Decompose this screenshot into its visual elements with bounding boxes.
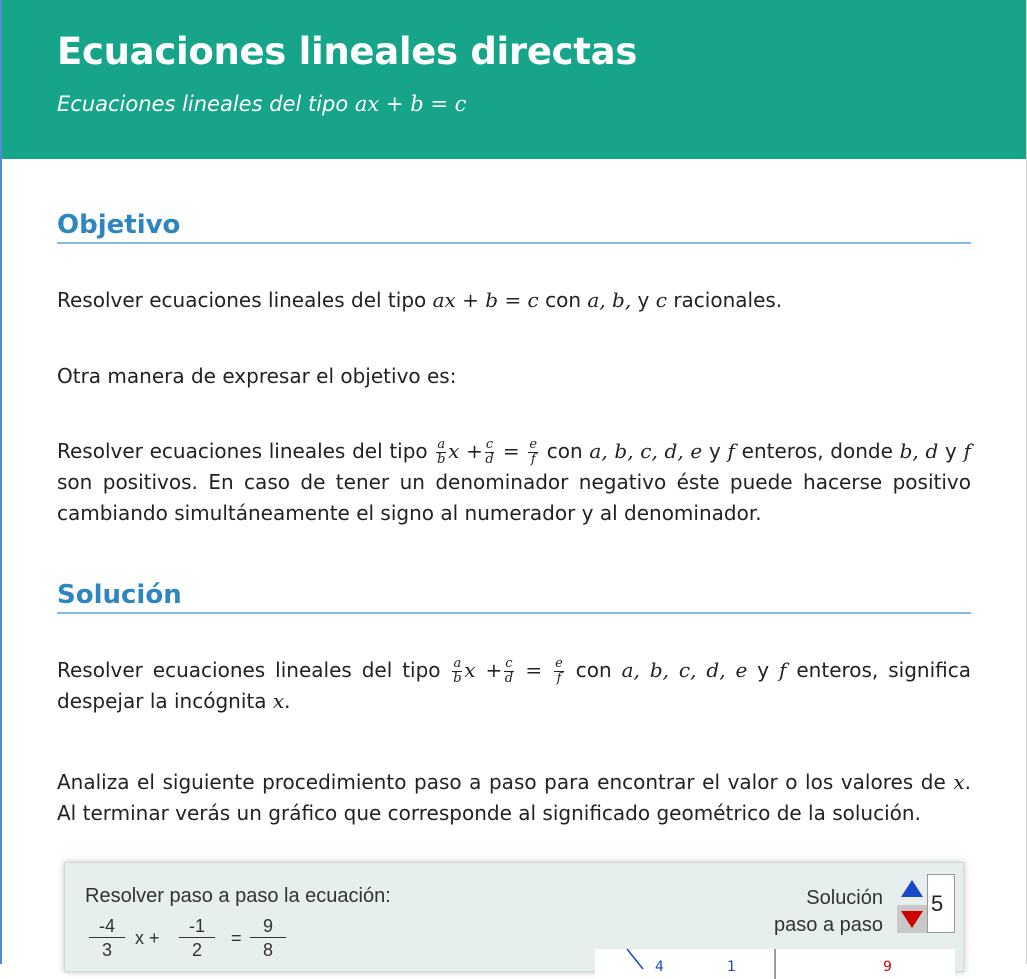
graph-label: 1 — [727, 959, 736, 975]
text: y — [631, 288, 656, 312]
denominator: 8 — [262, 940, 273, 960]
formula-vars: a, b, c, d, e — [589, 439, 703, 463]
formula-vars: a, b, c, d, e — [621, 658, 748, 682]
triangle-down-icon — [901, 911, 923, 928]
text: y — [702, 439, 728, 463]
objetivo-paragraph-3: Resolver ecuaciones lineales del tipo $\frac{a}{b}$ x + $\frac{c}{d}$ = $\frac{e}{f}$ con a, b, c, d, e y f enteros, donde b, d y f son positivos. En caso de tener un denominador negativo éste puede hacerse positivo cambiando simultáneamente el signo al numerador y al denominador. — [57, 437, 971, 525]
equation-x-plus: x + — [135, 928, 160, 948]
graph-label: 4 — [655, 959, 664, 975]
formula-vars: b, d — [899, 439, 939, 463]
solution-label — [774, 885, 883, 939]
solution-label-line2: paso a paso — [774, 914, 883, 936]
text: con — [565, 658, 622, 682]
page-header — [2, 0, 1026, 159]
solucion-paragraph-1: Resolver ecuaciones lineales del tipo $\frac{a}{b}$ x + $\frac{c}{d}$ = $\frac{e}{f}$ con a, b, c, d, e y f enteros, significa despejar la incógnita x. — [57, 656, 971, 713]
solution-graph — [595, 949, 955, 979]
triangle-up-icon — [901, 880, 923, 897]
page-subtitle — [57, 92, 466, 116]
text: . — [284, 689, 291, 713]
fraction-a-b: $\frac{a}{b}$ — [437, 437, 446, 467]
equation-fraction-a — [89, 915, 125, 962]
graph-line — [627, 949, 643, 969]
text: y — [747, 658, 780, 682]
subtitle-formula: ax + b = c — [354, 92, 467, 116]
numerator: -1 — [179, 915, 215, 938]
step-value-field[interactable]: 5 — [927, 874, 955, 933]
panel-title: Resolver paso a paso la ecuación: — [85, 885, 391, 907]
text: . Al terminar verás un gráfico que corresponde al significado geométrico de la solución. — [57, 770, 971, 825]
formula: ax + b = c — [432, 288, 539, 312]
fraction-e-f: $\frac{e}{f}$ — [555, 656, 563, 686]
objetivo-paragraph-2: Otra manera de expresar el objetivo es: — [57, 364, 457, 388]
subtitle-text: Ecuaciones lineales del tipo — [57, 92, 355, 116]
formula-var: f — [727, 439, 735, 463]
formula-var: x — [953, 770, 965, 794]
equation-fraction-e — [250, 915, 286, 962]
denominator: 3 — [101, 940, 112, 960]
text: con — [538, 288, 588, 312]
fraction-c-d: $\frac{c}{d}$ — [504, 656, 514, 686]
objetivo-paragraph-1 — [57, 285, 971, 316]
text: Resolver ecuaciones lineales del tipo — [57, 658, 451, 682]
equation-fraction-c — [179, 915, 215, 962]
text: Resolver ecuaciones lineales del tipo — [57, 288, 433, 312]
section-heading-solucion: Solución — [57, 580, 971, 614]
text: Resolver ecuaciones lineales del tipo — [57, 439, 435, 463]
graph-label: 9 — [883, 959, 892, 975]
text: y — [938, 439, 964, 463]
equation-equals: = — [231, 928, 242, 948]
numerator: 9 — [250, 915, 286, 938]
step-up-button[interactable] — [897, 875, 927, 905]
fraction-a-b: $\frac{a}{b}$ — [453, 656, 462, 686]
formula-var: x — [272, 689, 285, 713]
text: enteros, donde — [734, 439, 900, 463]
denominator: 2 — [191, 940, 202, 960]
text: con — [540, 439, 590, 463]
formula-vars: a, b, — [587, 288, 632, 312]
fraction-c-d: $\frac{c}{d}$ — [485, 437, 494, 467]
formula-var: f — [963, 439, 971, 463]
text: Analiza el siguiente procedimiento paso a paso para encontrar el valor o los valores de — [57, 770, 954, 794]
text: racionales. — [666, 288, 783, 312]
fraction-e-f: $\frac{e}{f}$ — [529, 437, 538, 467]
numerator: -4 — [89, 915, 125, 938]
formula-var: f — [779, 658, 787, 682]
formula-var: c — [655, 288, 667, 312]
text: enteros, significa despejar la incógnita — [57, 658, 971, 713]
section-heading-objetivo: Objetivo — [57, 210, 971, 244]
text: son positivos. En caso de tener un denominador negativo éste puede hacerse positivo cambiando simultáneamente el signo al numerador y al denominador. — [57, 470, 971, 525]
solution-label-line1: Solución — [806, 887, 883, 909]
step-by-step-panel — [64, 862, 964, 975]
solucion-paragraph-2 — [57, 767, 971, 829]
step-down-button[interactable] — [897, 905, 927, 933]
page-title: Ecuaciones lineales directas — [57, 30, 638, 73]
